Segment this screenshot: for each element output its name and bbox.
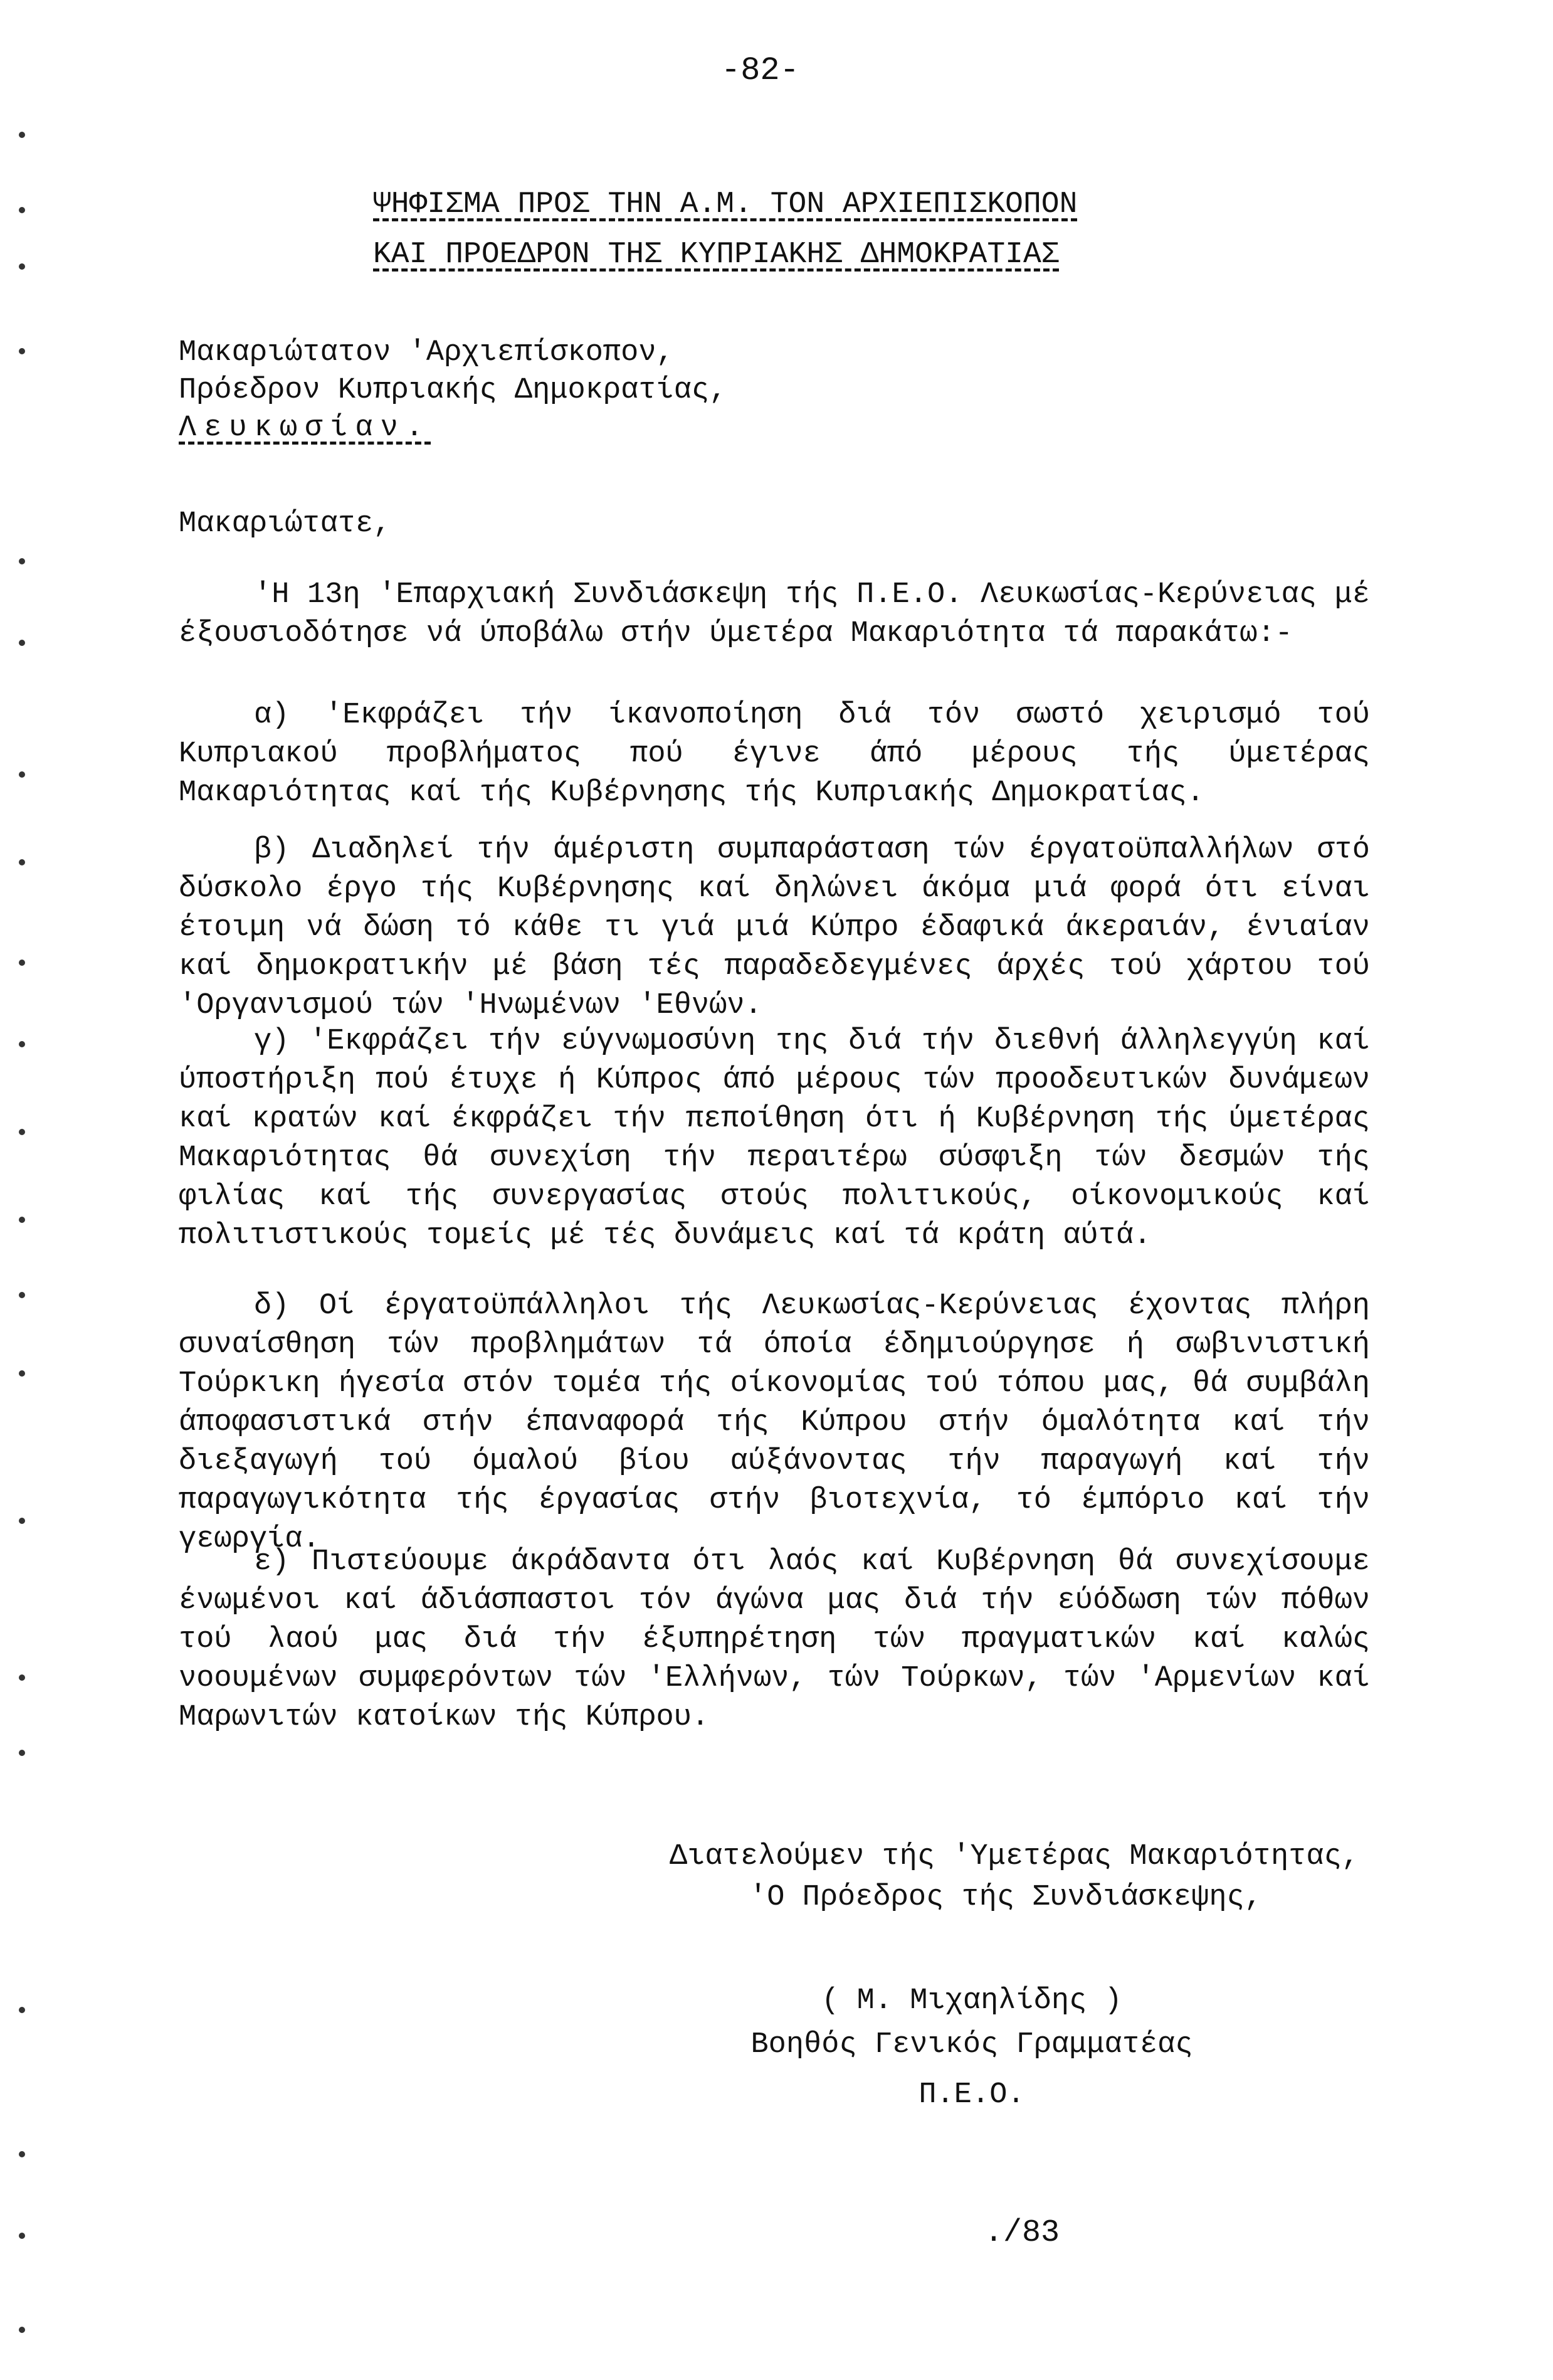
document-title-line-1: ΨΗΦΙΣΜΑ ΠΡΟΣ ΤΗΝ Α.Μ. ΤΟΝ ΑΡΧΙΕΠΙΣΚΟΠΟΝ [373, 188, 1078, 221]
binding-mark [19, 640, 25, 646]
salutation: Μακαριώτατε, [179, 507, 391, 541]
binding-mark [19, 263, 25, 270]
item-e [179, 1543, 1370, 1737]
binding-mark [19, 771, 25, 778]
item-a-text: α) 'Εκφράζει τήν ίκανοποίηση διά τόν σωστό χειρισμό τού Κυπριακού προβλήματος πού έγινε άπό μέρους τής ύμετέρας Μακαριότητας καί τής Κυβέρνησης τής Κυπριακής Δημοκρατίας. [179, 699, 1370, 810]
binding-mark [19, 348, 25, 354]
binding-mark [19, 1041, 25, 1047]
binding-mark [19, 2233, 25, 2239]
item-e-text: ε) Πιστεύουμε άκράδαντα ότι λαός καί Κυβέρνηση θά συνεχίσουμε ένωμένοι καί άδιάσπαστοι τόν άγώνα μας διά τήν εύόδωση τών πόθων τού λαού μας διά τήν έξυπηρέτηση τών πραγματικών καί καλώς νοουμένων συμφερόντων τών 'Ελλήνων, τών Τούρκων, τών 'Αρμενίων καί Μαρωνιτών κατοίκων τής Κύπρου. [179, 1545, 1370, 1734]
item-d-text: δ) Οί έργατοϋπάλληλοι τής Λευκωσίας-Κερύνειας έχοντας πλήρη συναίσθηση τών προβλημάτων τά όποία έδημιούργησε ή σωβινιστική Τούρκικη ήγεσία στόν τομέα τής οίκονομίας τού τόπου μας, θά συμβάλη άποφασιστικά στήν έπαναφορά τής Κύπρου στήν όμαλότητα καί τήν διεξαγωγή τού όμαλού βίου αύξάνοντας τήν παραγωγή καί τήν παραγωγικότητα τής έργασίας στήν βιοτεχνία, τό έμπόριο καί τήν γεωργία. [179, 1289, 1370, 1556]
binding-mark [19, 960, 25, 966]
page-number: -82- [721, 52, 799, 89]
address-line-2: Πρόεδρον Κυπριακής Δημοκρατίας, [179, 374, 727, 407]
binding-mark [19, 859, 25, 865]
binding-mark [19, 2151, 25, 2157]
closing-line-2: 'Ο Πρόεδρος τής Συνδιάσκεψης, [749, 1881, 1262, 1914]
binding-mark [19, 1129, 25, 1135]
binding-mark [19, 2327, 25, 2333]
binding-mark [19, 1370, 25, 1377]
document-title-line-2: ΚΑΙ ΠΡΟΕΔΡΟΝ ΤΗΣ ΚΥΠΡΙΑΚΗΣ ΔΗΜΟΚΡΑΤΙΑΣ [373, 238, 1060, 272]
item-a [179, 696, 1370, 813]
signatory-name: ( Μ. Μιχαηλίδης ) [821, 1984, 1122, 2018]
binding-marks [13, 0, 38, 2380]
binding-mark [19, 1292, 25, 1298]
binding-mark [19, 1750, 25, 1756]
binding-mark [19, 132, 25, 138]
intro-text: 'Η 13η 'Επαρχιακή Συνδιάσκεψη τής Π.Ε.Ο. Λευκωσίας-Κερύνειας μέ έξουσιοδότησε νά ύποβάλω στήν ύμετέρα Μακαριότητα τά παρακάτω:- [179, 578, 1370, 650]
next-page-marker: ./83 [984, 2215, 1060, 2251]
binding-mark [19, 1674, 25, 1681]
closing-line-1: Διατελούμεν τής 'Υμετέρας Μακαριότητας, [670, 1840, 1359, 1873]
binding-mark [19, 1518, 25, 1524]
address-city: Λευκωσίαν. [179, 411, 431, 445]
binding-mark [19, 207, 25, 213]
item-b [179, 831, 1370, 1025]
item-d [179, 1287, 1370, 1559]
item-b-text: β) Διαδηλεί τήν άμέριστη συμπαράσταση τών έργατοϋπαλλήλων στό δύσκολο έργο τής Κυβέρνησης καί δηλώνει άκόμα μιά φορά ότι είναι έτοιμη νά δώση τό κάθε τι γιά μιά Κύπρο έδαφικά άκεραιάν, ένιαίαν καί δημοκρατικήν μέ βάση τές παραδεδεγμένες άρχές τού χάρτου τού 'Οργανισμού τών 'Ηνωμένων 'Εθνών. [179, 833, 1370, 1022]
intro-paragraph [179, 576, 1370, 653]
signatory-role: Βοηθός Γενικός Γραμματέας [750, 2028, 1193, 2061]
binding-mark [19, 1217, 25, 1223]
item-g-text: γ) 'Εκφράζει τήν εύγνωμοσύνη της διά τήν διεθνή άλληλεγγύη καί ύποστήριξη πού έτυχε ή Κύπρος άπό μέρους τών προοδευτικών δυνάμεων καί κρατών καί έκφράζει τήν πεποίθηση ότι ή Κυβέρνηση τής ύμετέρας Μακαριότητας θά συνεχίση τήν περαιτέρω σύσφιξη τών δεσμών τής φιλίας καί τής συνεργασίας στούς πολιτικούς, οίκονομικούς καί πολιτιστικούς τομείς μέ τές δυνάμεις καί τά κράτη αύτά. [179, 1025, 1370, 1252]
binding-mark [19, 2007, 25, 2013]
item-g [179, 1022, 1370, 1256]
binding-mark [19, 558, 25, 564]
address-line-1: Μακαριώτατον 'Αρχιεπίσκοπον, [179, 336, 674, 369]
signatory-org: Π.Ε.Ο. [919, 2078, 1025, 2112]
